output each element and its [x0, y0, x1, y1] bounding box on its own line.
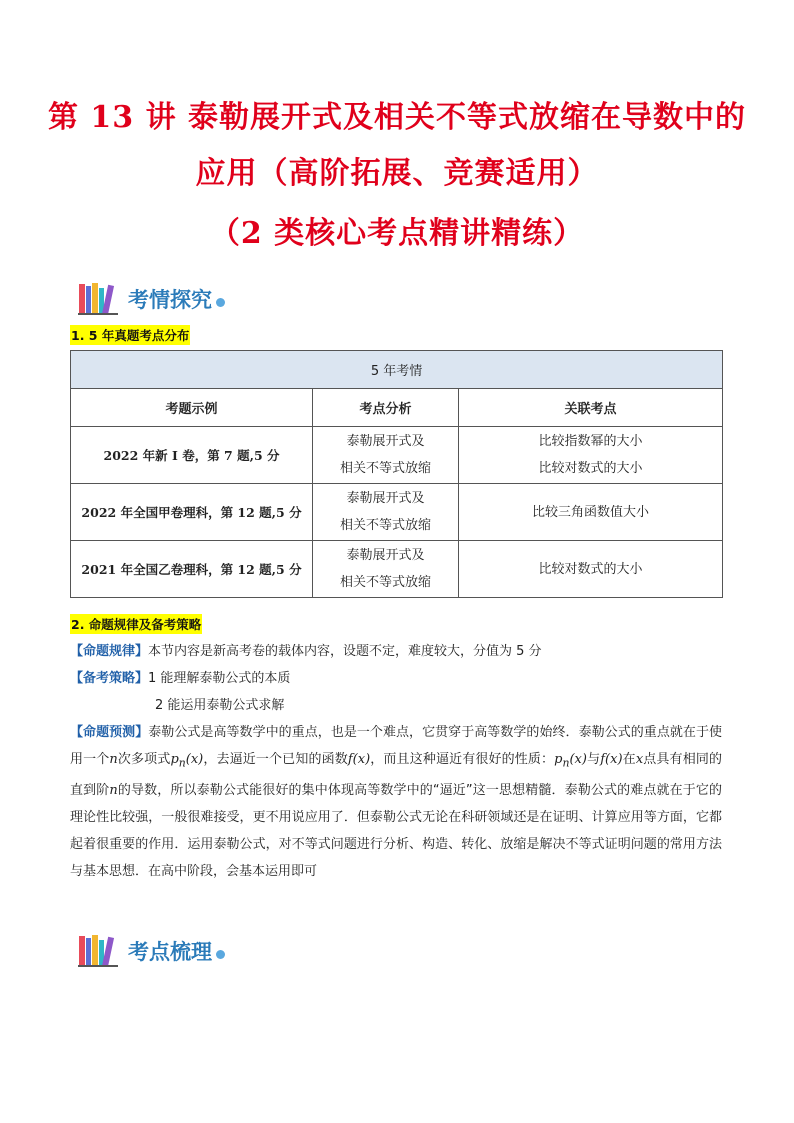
cell-line: 相关不等式放缩	[339, 518, 431, 533]
books-icon	[78, 282, 122, 316]
paragraph-strategy-2: 2 能运用泰勒公式求解	[155, 698, 285, 713]
math-expr: $p_n(x)$	[554, 752, 587, 770]
cell-line: 比较指数幂的大小	[538, 434, 643, 449]
cell-analysis	[313, 484, 459, 541]
math-expr: $p_n(x)$	[170, 752, 204, 770]
paragraph-text: 1 能理解泰勒公式的本质	[148, 671, 291, 686]
tag-label: 【备考策略】	[70, 671, 149, 686]
table-row	[71, 427, 723, 484]
paragraph-prediction	[70, 719, 722, 885]
math-var: x	[635, 752, 644, 767]
page-title-line-1: 第 13 讲 泰勒展开式及相关不等式放缩在导数中的	[47, 100, 747, 135]
math-var: n	[109, 752, 118, 767]
math-var: n	[109, 782, 118, 798]
paragraph-text: 本节内容是新高考卷的载体内容，设题不定，难度较大，分值为 5 分	[148, 644, 542, 659]
text-run: ，去逼近一个已知的函数	[203, 752, 348, 767]
table-row	[71, 541, 723, 598]
cell-example: 2022 年新 I 卷，第 7 题,5 分	[71, 427, 313, 484]
cell-related: 比较三角函数值大小	[459, 484, 723, 541]
text-run: 点具有相同的直到阶	[70, 752, 722, 798]
books-icon	[78, 934, 122, 968]
text-run: 次多项式	[117, 752, 171, 767]
cell-example: 2021 年全国乙卷理科，第 12 题,5 分	[71, 541, 313, 598]
text-run: ，而且这种逼近有很好的性质：	[370, 752, 555, 767]
paragraph-rule	[70, 638, 722, 665]
tag-label: 【命题预测】	[70, 725, 149, 740]
tag-label: 【命题规律】	[70, 644, 149, 659]
section-header-kaodian	[78, 934, 225, 968]
section-title: 考情探究	[128, 288, 212, 312]
section-title: 考点梳理	[128, 940, 212, 964]
column-header: 考点分析	[313, 389, 459, 427]
section-dot	[216, 298, 225, 307]
cell-line: 泰勒展开式及	[346, 434, 425, 449]
cell-example: 2022 年全国甲卷理科，第 12 题,5 分	[71, 484, 313, 541]
cell-related	[459, 427, 723, 484]
text-run: 在	[622, 752, 636, 767]
section-dot	[216, 950, 225, 959]
cell-analysis	[313, 427, 459, 484]
table-header-row	[71, 389, 723, 427]
cell-line: 比较对数式的大小	[538, 461, 643, 476]
cell-line: 泰勒展开式及	[346, 491, 425, 506]
column-header: 关联考点	[459, 389, 723, 427]
math-expr: f(x)	[600, 752, 623, 767]
paragraph-strategy	[70, 665, 722, 692]
table-caption: 5 年考情	[71, 351, 723, 389]
table-row	[71, 484, 723, 541]
subheading-exam-distribution: 1. 5 年真题考点分布	[70, 325, 190, 345]
page-title-line-3: （2 类核心考点精讲精练）	[209, 216, 585, 251]
math-expr: f(x)	[347, 752, 371, 767]
cell-related: 比较对数式的大小	[459, 541, 723, 598]
exam-table	[70, 350, 723, 598]
column-header: 考题示例	[71, 389, 313, 427]
text-run: 泰勒公式是高等数学中的重点，也是一个难点，它贯穿于高等数学的始终．泰勒公式的重点就在于使用一个	[70, 725, 722, 767]
cell-analysis	[313, 541, 459, 598]
text-run: 的导数，所以泰勒公式能很好的集中体现高等数学中的“逼近”这一思想精髓．泰勒公式的难点就在于它的理论性比较强，一般很难接受，更不用说应用了．但泰勒公式无论在科研领域还是在证明、计算应用等方面，它都起着很重要的作用．运用泰勒公式，对不等式问题进行分析、构造、转化、放缩是解决不等式证明问题的常用方法与基本思想．在高中阶段，会基本运用即可	[70, 782, 722, 879]
subheading-strategy: 2. 命题规律及备考策略	[70, 614, 202, 634]
cell-line: 相关不等式放缩	[339, 575, 431, 590]
page-title-line-2: 应用（高阶拓展、竞赛适用）	[195, 156, 599, 191]
cell-line: 相关不等式放缩	[339, 461, 431, 476]
cell-line: 泰勒展开式及	[346, 548, 425, 563]
text-run: 与	[586, 752, 601, 767]
section-header-kaoqing	[78, 282, 225, 316]
